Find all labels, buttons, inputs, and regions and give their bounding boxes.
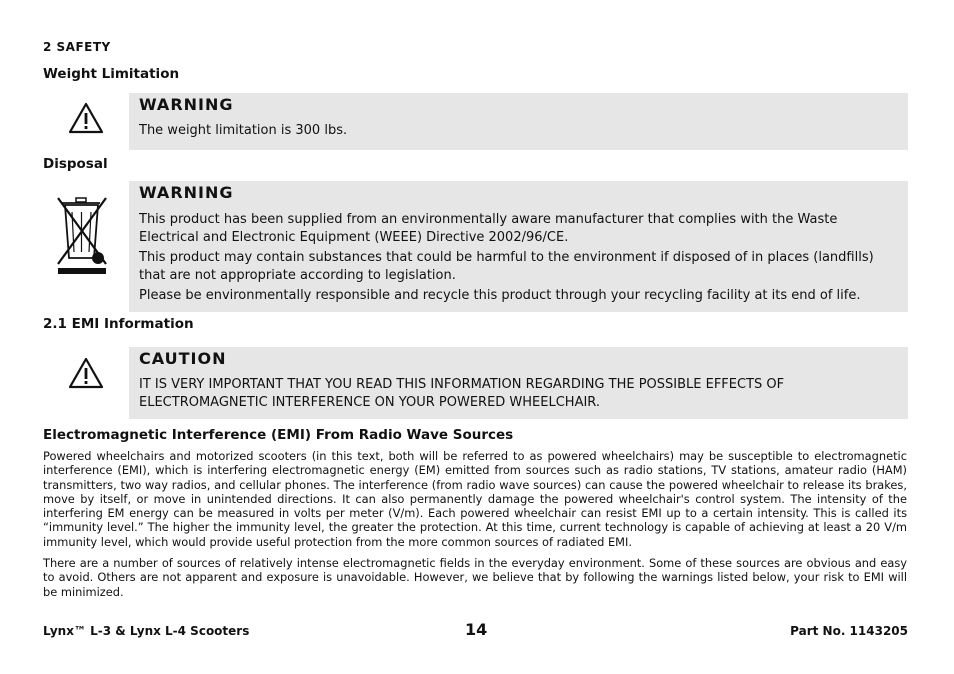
weight-warning-box xyxy=(129,93,908,150)
disposal-heading: Disposal xyxy=(43,156,108,172)
weight-warning-text: The weight limitation is 300 lbs. xyxy=(139,123,348,138)
caution-title: CAUTION xyxy=(139,349,227,368)
radio-paragraph: There are a number of sources of relatively intense electromagnetic fields in the everyday environment. Some of these sources are obvious and easy to avoid. Others are not apparent and exposure is unavoidable. However, we believe that by following the warnings listed below, your risk to EMI will be minimized. xyxy=(43,556,907,599)
caution-triangle-icon xyxy=(68,357,104,389)
emi-caution-text: IT IS VERY IMPORTANT THAT YOU READ THIS INFORMATION REGARDING THE POSSIBLE EFFECTS OF ELECTROMAGNETIC INTERFERENCE ON YOUR POWERED WHEELCHAIR. xyxy=(139,377,785,410)
disposal-warning-box xyxy=(129,181,908,312)
emi-caution-box xyxy=(129,347,908,419)
warning-title: WARNING xyxy=(139,183,234,202)
footer-part-number: Part No. 1143205 xyxy=(790,624,908,638)
crossed-out-bin-icon xyxy=(54,194,112,276)
radio-heading: Electromagnetic Interference (EMI) From Radio Wave Sources xyxy=(43,427,514,443)
disposal-paragraph: This product has been supplied from an environmentally aware manufacturer that complies with the Waste Electrical and Electronic Equipment (WEEE) Directive 2002/96/CE. xyxy=(139,212,838,245)
radio-paragraph: Powered wheelchairs and motorized scooters (in this text, both will be referred to as powered wheelchairs) may be susceptible to electromagnetic interference (EMI), which is interfering electromagnetic energy (EM) emitted from sources such as radio stations, TV stations, amateur radio (HAM) transmitters, two way radios, and cellular phones. The interference (from radio wave sources) can cause the powered wheelchair to release its brakes, move by itself, or move in unintended directions. It can also permanently damage the powered wheelchair's control system. The intensity of the interfering EM energy can be measured in volts per meter (V/m). Each powered wheelchair can resist EMI up to a certain intensity. This is called its “immunity level.” The higher the immunity level, the greater the protection. At this time, current technology is capable of achieving at least a 20 V/m immunity level, which would provide useful protection from the more common sources of radiated EMI. xyxy=(43,449,907,549)
page-number: 14 xyxy=(465,620,488,639)
disposal-warning-text xyxy=(139,211,894,307)
disposal-paragraph: Please be environmentally responsible and recycle this product through your recycling facility at its end of life. xyxy=(139,288,861,303)
warning-title: WARNING xyxy=(139,95,234,114)
section-header: 2 SAFETY xyxy=(43,40,111,54)
disposal-paragraph: This product may contain substances that could be harmful to the environment if disposed of in places (landfills) that are not appropriate according to legislation. xyxy=(139,250,874,283)
footer-product: Lynx™ L-3 & Lynx L-4 Scooters xyxy=(43,624,250,638)
weight-heading: Weight Limitation xyxy=(43,66,180,82)
emi-heading: 2.1 EMI Information xyxy=(43,316,194,332)
warning-triangle-icon xyxy=(68,102,104,134)
